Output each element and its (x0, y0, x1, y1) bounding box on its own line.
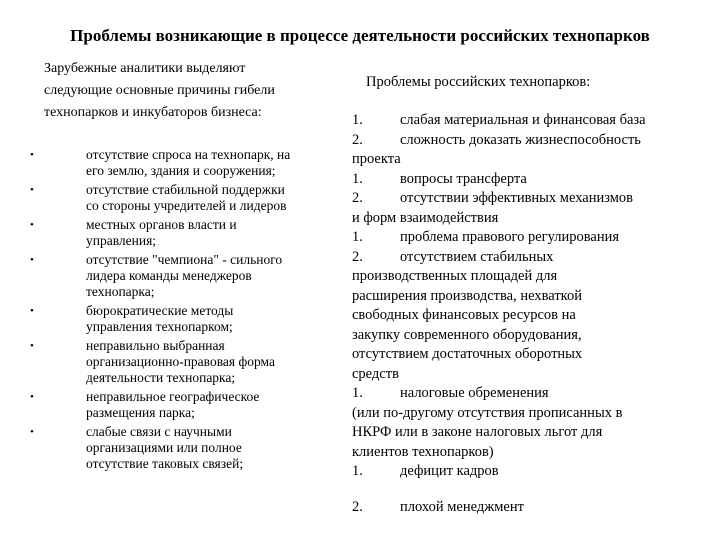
problem-text: (или по-другому отсутствия прописанных в (352, 404, 623, 421)
list-item-line: отсутствие стабильной поддержки (86, 182, 285, 197)
problem-text: НКРФ или в законе налоговых льгот для (352, 424, 603, 440)
problem-text: проблема правового регулирования (400, 229, 620, 245)
spacer (352, 482, 692, 498)
list-item-line: отсутствие спроса на технопарк, на (86, 147, 291, 162)
list-item-line: размещения парка; (86, 405, 195, 420)
list-item-line: деятельности технопарка; (86, 370, 236, 385)
list-item (30, 147, 335, 179)
list-item (30, 424, 335, 472)
list-item (30, 182, 335, 214)
item-number: 1. (352, 385, 363, 401)
problem-line (352, 111, 692, 131)
problem-text: дефицит кадров (400, 463, 499, 479)
list-item (30, 303, 335, 335)
problem-line (352, 462, 692, 482)
list-item (30, 252, 335, 300)
right-heading: Проблемы российских технопарков: (366, 74, 591, 90)
list-item-line: его землю, здания и сооружения; (86, 163, 276, 178)
problem-text: закупку современного оборудования, (352, 326, 582, 343)
item-number: 1. (352, 170, 363, 187)
problem-line (352, 287, 692, 307)
intro-line: следующие основные причины гибели (44, 83, 275, 98)
list-item-line: отсутствие таковых связей; (86, 456, 244, 471)
problem-text: и форм взаимодействия (352, 209, 499, 226)
item-number: 2. (352, 131, 363, 148)
list-item-line: бюрократические методы (86, 303, 234, 318)
problem-line (352, 267, 692, 287)
problem-line (352, 345, 692, 365)
list-item (30, 338, 335, 386)
list-item-line: слабые связи с научными (86, 424, 232, 439)
item-number: 1. (352, 463, 363, 479)
problem-text: отсутствием стабильных (400, 248, 554, 265)
problems-list (352, 111, 692, 517)
problem-text: вопросы трансферта (400, 170, 527, 187)
problem-text: сложность доказать жизнеспособность (400, 131, 641, 148)
problem-line (352, 209, 692, 229)
list-item-line: неправильное географическое (86, 389, 260, 404)
list-item (30, 217, 335, 249)
intro-line: технопарков и инкубаторов бизнеса: (44, 105, 262, 120)
bullet-icon: • (30, 149, 34, 161)
bullet-icon: • (30, 184, 34, 196)
item-number: 1. (352, 229, 363, 245)
item-number: 2. (352, 498, 363, 515)
item-number: 1. (352, 112, 363, 128)
problem-text: налоговые обременения (400, 385, 549, 401)
list-item-line: неправильно выбранная (86, 338, 225, 353)
bullet-icon: • (30, 254, 34, 266)
list-item-line: со стороны учредителей и лидеров (86, 198, 287, 213)
bullet-icon: • (30, 391, 34, 403)
list-item-line: организационно-правовая форма (86, 354, 275, 369)
bullet-icon: • (30, 305, 34, 317)
list-item-line: местных органов власти и (86, 217, 237, 232)
problem-line (352, 423, 692, 443)
item-number: 2. (352, 248, 363, 265)
problem-text: слабая материальная и финансовая база (400, 112, 646, 128)
problem-line (352, 189, 692, 209)
problem-text: свободных финансовых ресурсов на (352, 307, 576, 323)
list-item-line: организациями или полное (86, 440, 242, 455)
problem-text: проекта (352, 151, 401, 167)
left-intro (44, 58, 314, 124)
problem-line (352, 498, 692, 518)
item-number: 2. (352, 190, 363, 206)
list-item-line: технопарка; (86, 284, 155, 299)
problem-text: средств (352, 365, 399, 382)
problem-line (352, 131, 692, 151)
page-title: Проблемы возникающие в процессе деятельности российских технопарков (70, 26, 650, 45)
problem-text: отсутствии эффективных механизмов (400, 190, 634, 206)
problem-line (352, 248, 692, 268)
intro-line: Зарубежные аналитики выделяют (44, 61, 246, 76)
list-item-line: управления технопарком; (86, 319, 233, 334)
problem-line (352, 306, 692, 326)
list-item (30, 389, 335, 421)
problem-text: отсутствием достаточных оборотных (352, 346, 583, 362)
problem-text: плохой менеджмент (400, 498, 524, 515)
problem-line (352, 326, 692, 346)
problem-line (352, 150, 692, 170)
bullet-icon: • (30, 426, 34, 438)
problem-line (352, 365, 692, 385)
problem-line (352, 170, 692, 190)
list-item-line: управления; (86, 233, 157, 248)
problem-line (352, 404, 692, 424)
problem-line (352, 384, 692, 404)
causes-list (30, 147, 335, 475)
bullet-icon: • (30, 219, 34, 231)
list-item-line: отсутствие "чемпиона" - сильного (86, 252, 283, 267)
problem-line (352, 443, 692, 463)
problem-line (352, 228, 692, 248)
problem-text: клиентов технопарков) (352, 443, 494, 460)
problem-text: расширения производства, нехваткой (352, 287, 582, 304)
problem-text: производственных площадей для (352, 268, 558, 284)
bullet-icon: • (30, 340, 34, 352)
list-item-line: лидера команды менеджеров (86, 268, 252, 283)
